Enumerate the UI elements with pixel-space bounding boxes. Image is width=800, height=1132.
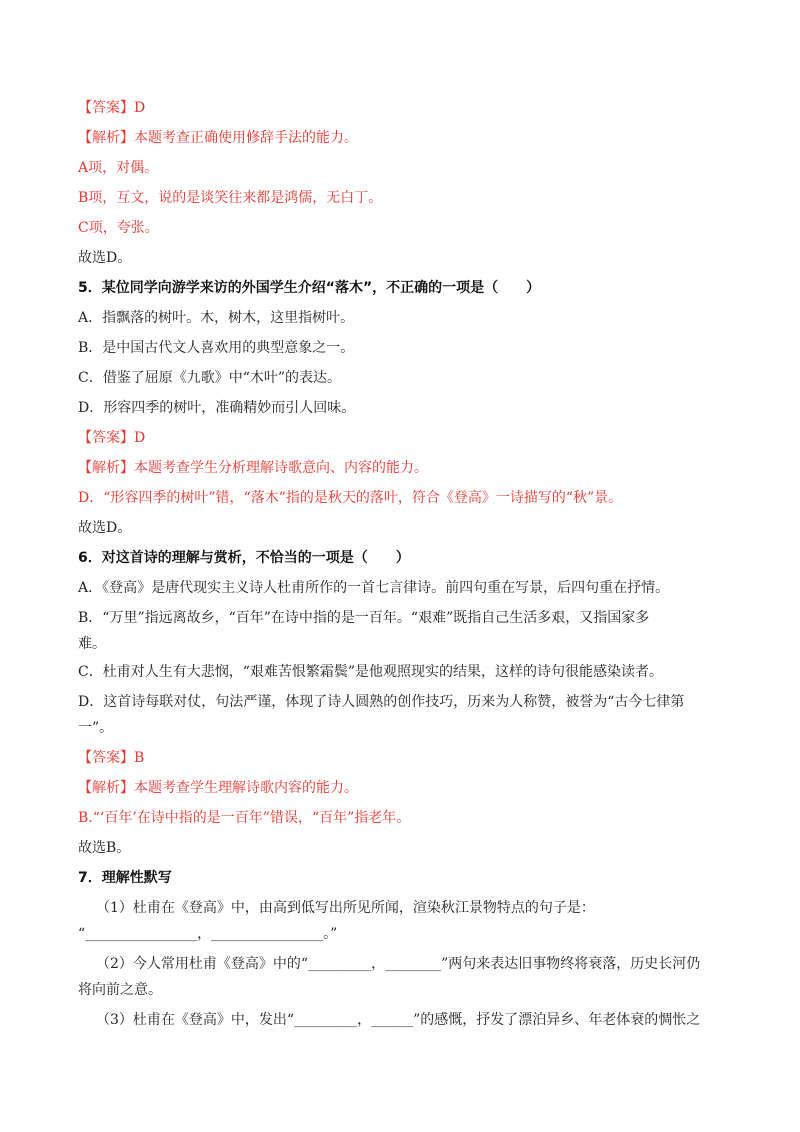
q5-answer: 【答案】D: [78, 430, 146, 446]
analysis-item-c: C项，夸张。: [78, 220, 159, 236]
q6-analysis: 【解析】本题考查学生理解诗歌内容的能力。: [78, 780, 358, 796]
q6-option-d-line2: 一”。: [78, 720, 114, 736]
analysis-item-b: B项，互文，说的是谈笑往来都是鸿儒，无白丁。: [78, 190, 383, 206]
q5-analysis: 【解析】本题考查学生分析理解诗歌意向、内容的能力。: [78, 460, 428, 476]
analysis-text: 【解析】本题考查正确使用修辞手法的能力。: [78, 130, 358, 146]
q6-choice-result: 故选B。: [78, 840, 131, 856]
q7-part1-prompt: （1）杜甫在《登高》中，由高到低写出所见所闻，渲染秋江景物特点的句子是：: [96, 900, 595, 916]
q5-analysis-detail: D．“形容四季的树叶”错，“落木”指的是秋天的落叶，符合《登高》一诗描写的“秋”景。: [78, 490, 623, 506]
question-7-title: 7．理解性默写: [78, 870, 172, 886]
q7-part2-prompt: （2）今人常用杜甫《登高》中的“_________，________”两句来表达旧事物终将衰落，历史长河仍: [96, 956, 701, 972]
q6-answer: 【答案】B: [78, 750, 145, 766]
q5-option-a: A．指飘落的树叶。木，树木，这里指树叶。: [78, 310, 355, 326]
q6-option-c: C．杜甫对人生有大悲悯，“艰难苦恨繁霜鬓”是他观照现实的结果，这样的诗句很能感染读者。: [78, 664, 664, 680]
q6-analysis-detail: B.“‘百年’在诗中指的是一百年”错误，“百年”指老年。: [78, 810, 411, 826]
choice-result: 故选D。: [78, 250, 132, 266]
q7-part2-continued: 将向前之意。: [78, 982, 162, 998]
analysis-item-a: A项，对偶。: [78, 160, 159, 176]
answer-label: 【答案】D: [78, 100, 146, 116]
q7-part1-blanks: “________________，________________。”: [78, 926, 338, 942]
q5-option-d: D．形容四季的树叶，准确精妙而引人回味。: [78, 400, 356, 416]
question-5-stem: 5．某位同学向游学来访的外国学生介绍“落木”，不正确的一项是（ ）: [78, 280, 541, 296]
q7-part3-prompt: （3）杜甫在《登高》中，发出“_________，______”的感慨，抒发了漂泊异乡、年老体衰的惆怅之: [96, 1012, 701, 1028]
q6-option-b-line2: 难。: [78, 636, 106, 652]
q6-option-b-line1: B．“万里”指远离故乡，“百年”在诗中指的是一百年。“艰难”既指自己生活多艰，又指国家多: [78, 610, 650, 626]
q6-option-d-line1: D．这首诗每联对仗，句法严谨，体现了诗人圆熟的创作技巧，历来为人称赞，被誉为“古今七律第: [78, 694, 685, 710]
q5-option-c: C．借鉴了屈原《九歌》中“木叶”的表达。: [78, 370, 342, 386]
question-6-stem: 6．对这首诗的理解与赏析，不恰当的一项是（ ）: [78, 550, 410, 566]
q5-choice-result: 故选D。: [78, 520, 132, 536]
q5-option-b: B．是中国古代文人喜欢用的典型意象之一。: [78, 340, 355, 356]
q6-option-a: A．《登高》是唐代现实主义诗人杜甫所作的一首七言律诗。前四句重在写景，后四句重在抒情。: [78, 580, 670, 596]
